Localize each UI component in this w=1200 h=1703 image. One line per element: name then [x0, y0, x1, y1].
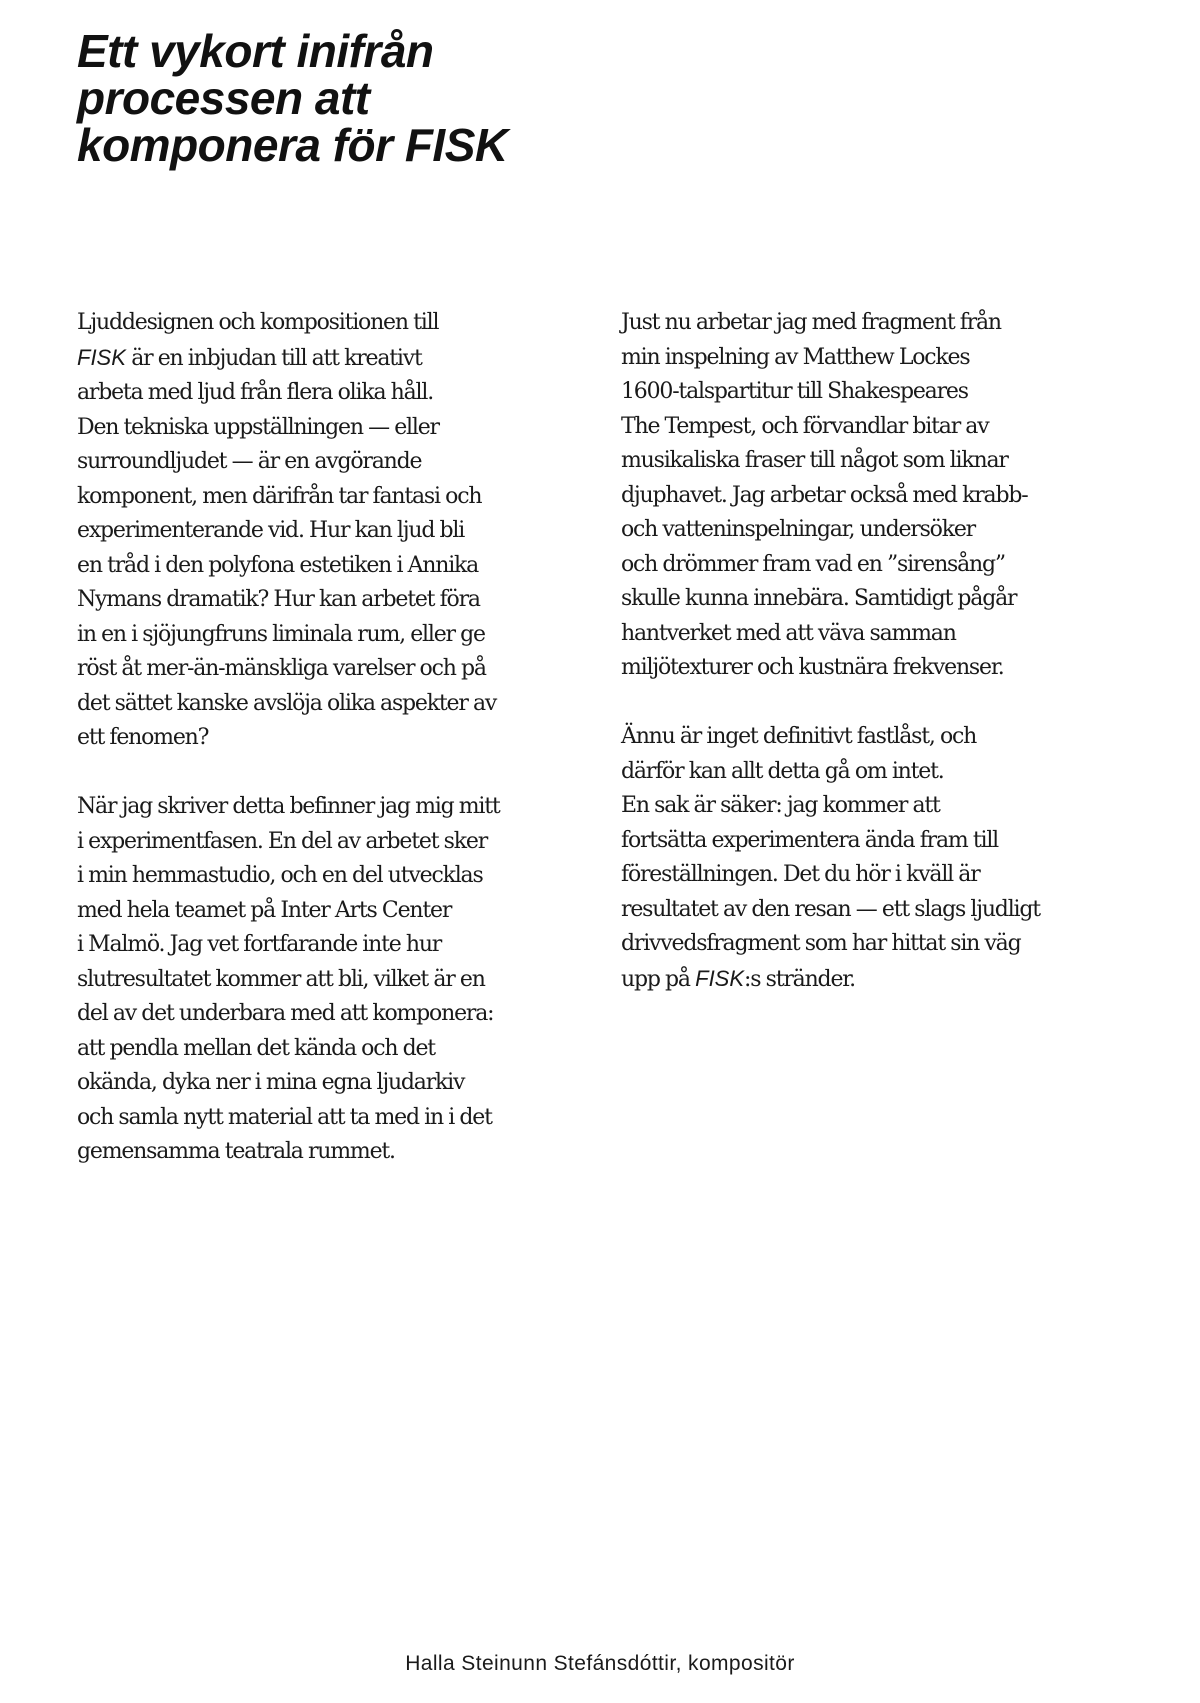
title-line: processen att [77, 72, 370, 124]
text-line: musikaliska fraser till något som liknar [621, 448, 1008, 473]
right-column [621, 306, 1161, 997]
text-line: drivvedsfragment som har hittat sin väg [621, 931, 1021, 956]
title-line: komponera för FISK [77, 119, 508, 171]
text-line [621, 962, 1161, 998]
text-line: skulle kunna innebära. Samtidigt pågår [621, 586, 1017, 611]
text-line: med hela teamet på Inter Arts Center [77, 897, 452, 923]
text-line: Den tekniska uppställningen — eller [77, 414, 439, 440]
article-title [77, 25, 717, 171]
text-line: okända, dyka ner i mina egna ljudarkiv [77, 1070, 465, 1095]
text-line: det sättet kanske avslöja olika aspekter av [77, 690, 497, 716]
text-line: min inspelning av Matthew Lockes [621, 344, 970, 370]
text-line: och samla nytt material att ta med in i det [77, 1104, 492, 1130]
text-line: djuphavet. Jag arbetar också med krabb- [621, 482, 1028, 508]
text-line: därför kan allt detta gå om intet. [621, 758, 944, 784]
text-line: arbeta med ljud från flera olika håll. [77, 380, 434, 405]
text-line: Just nu arbetar jag med fragment från [621, 310, 1001, 335]
text-line: och vatteninspelningar, undersöker [621, 517, 975, 542]
text-line: gemensamma teatrala rummet. [77, 1139, 395, 1164]
text-line: 1600-talspartitur till Shakespeares [621, 379, 968, 404]
text-line: i experimentfasen. En del av arbetet sker [77, 828, 488, 854]
text-line: När jag skriver detta befinner jag mig mitt [77, 794, 500, 819]
text-line: i Malmö. Jag vet fortfarande inte hur [77, 932, 442, 957]
text-line: experimenterande vid. Hur kan ljud bli [77, 518, 465, 543]
text-line: in en i sjöjungfruns liminala rum, eller ge [77, 621, 485, 647]
text-run: upp på [621, 966, 696, 992]
emphasis-title: FISK [695, 965, 745, 991]
text-line: miljötexturer och kustnära frekvenser. [621, 655, 1004, 680]
text-line [77, 341, 597, 377]
text-line: hantverket med att väva samman [621, 620, 956, 646]
text-line: slutresultatet kommer att bli, vilket är en [77, 966, 485, 992]
text-run: :s stränder. [744, 966, 855, 992]
paragraph [621, 306, 1161, 686]
text-line: del av det underbara med att komponera: [77, 1001, 494, 1026]
text-line: Ännu är inget definitivt fastlåst, och [621, 724, 977, 749]
text-line: i min hemmastudio, och en del utvecklas [77, 863, 483, 888]
text-line: En sak är säker: jag kommer att [621, 793, 940, 818]
text-line: och drömmer fram vad en ”sirensång” [621, 551, 1005, 577]
text-line: Ljuddesignen och kompositionen till [77, 310, 439, 335]
text-line: röst åt mer-än-mänskliga varelser och på [77, 656, 486, 681]
text-run: är en inbjudan till att kreativt [125, 345, 422, 371]
text-line: Nymans dramatik? Hur kan arbetet föra [77, 587, 480, 612]
text-line: resultatet av den resan — ett slags ljudligt [621, 896, 1040, 922]
text-line: ett fenomen? [77, 725, 209, 750]
author-byline: Halla Steinunn Stefánsdóttir, kompositör [405, 1652, 795, 1675]
text-line: en tråd i den polyfona estetiken i Annika [77, 552, 479, 578]
text-line: The Tempest, och förvandlar bitar av [621, 413, 989, 439]
text-line: komponent, men därifrån tar fantasi och [77, 483, 482, 509]
text-line: att pendla mellan det kända och det [77, 1035, 435, 1061]
paragraph [621, 720, 1161, 997]
paragraph [77, 790, 597, 1170]
text-line: fortsätta experimentera ända fram till [621, 827, 999, 853]
text-line: surroundljudet — är en avgörande [77, 449, 422, 474]
emphasis-title: FISK [77, 344, 126, 370]
title-line: Ett vykort inifrån [77, 25, 434, 77]
text-line: föreställningen. Det du hör i kväll är [621, 862, 980, 887]
left-column [77, 306, 597, 1170]
paragraph [77, 306, 597, 756]
